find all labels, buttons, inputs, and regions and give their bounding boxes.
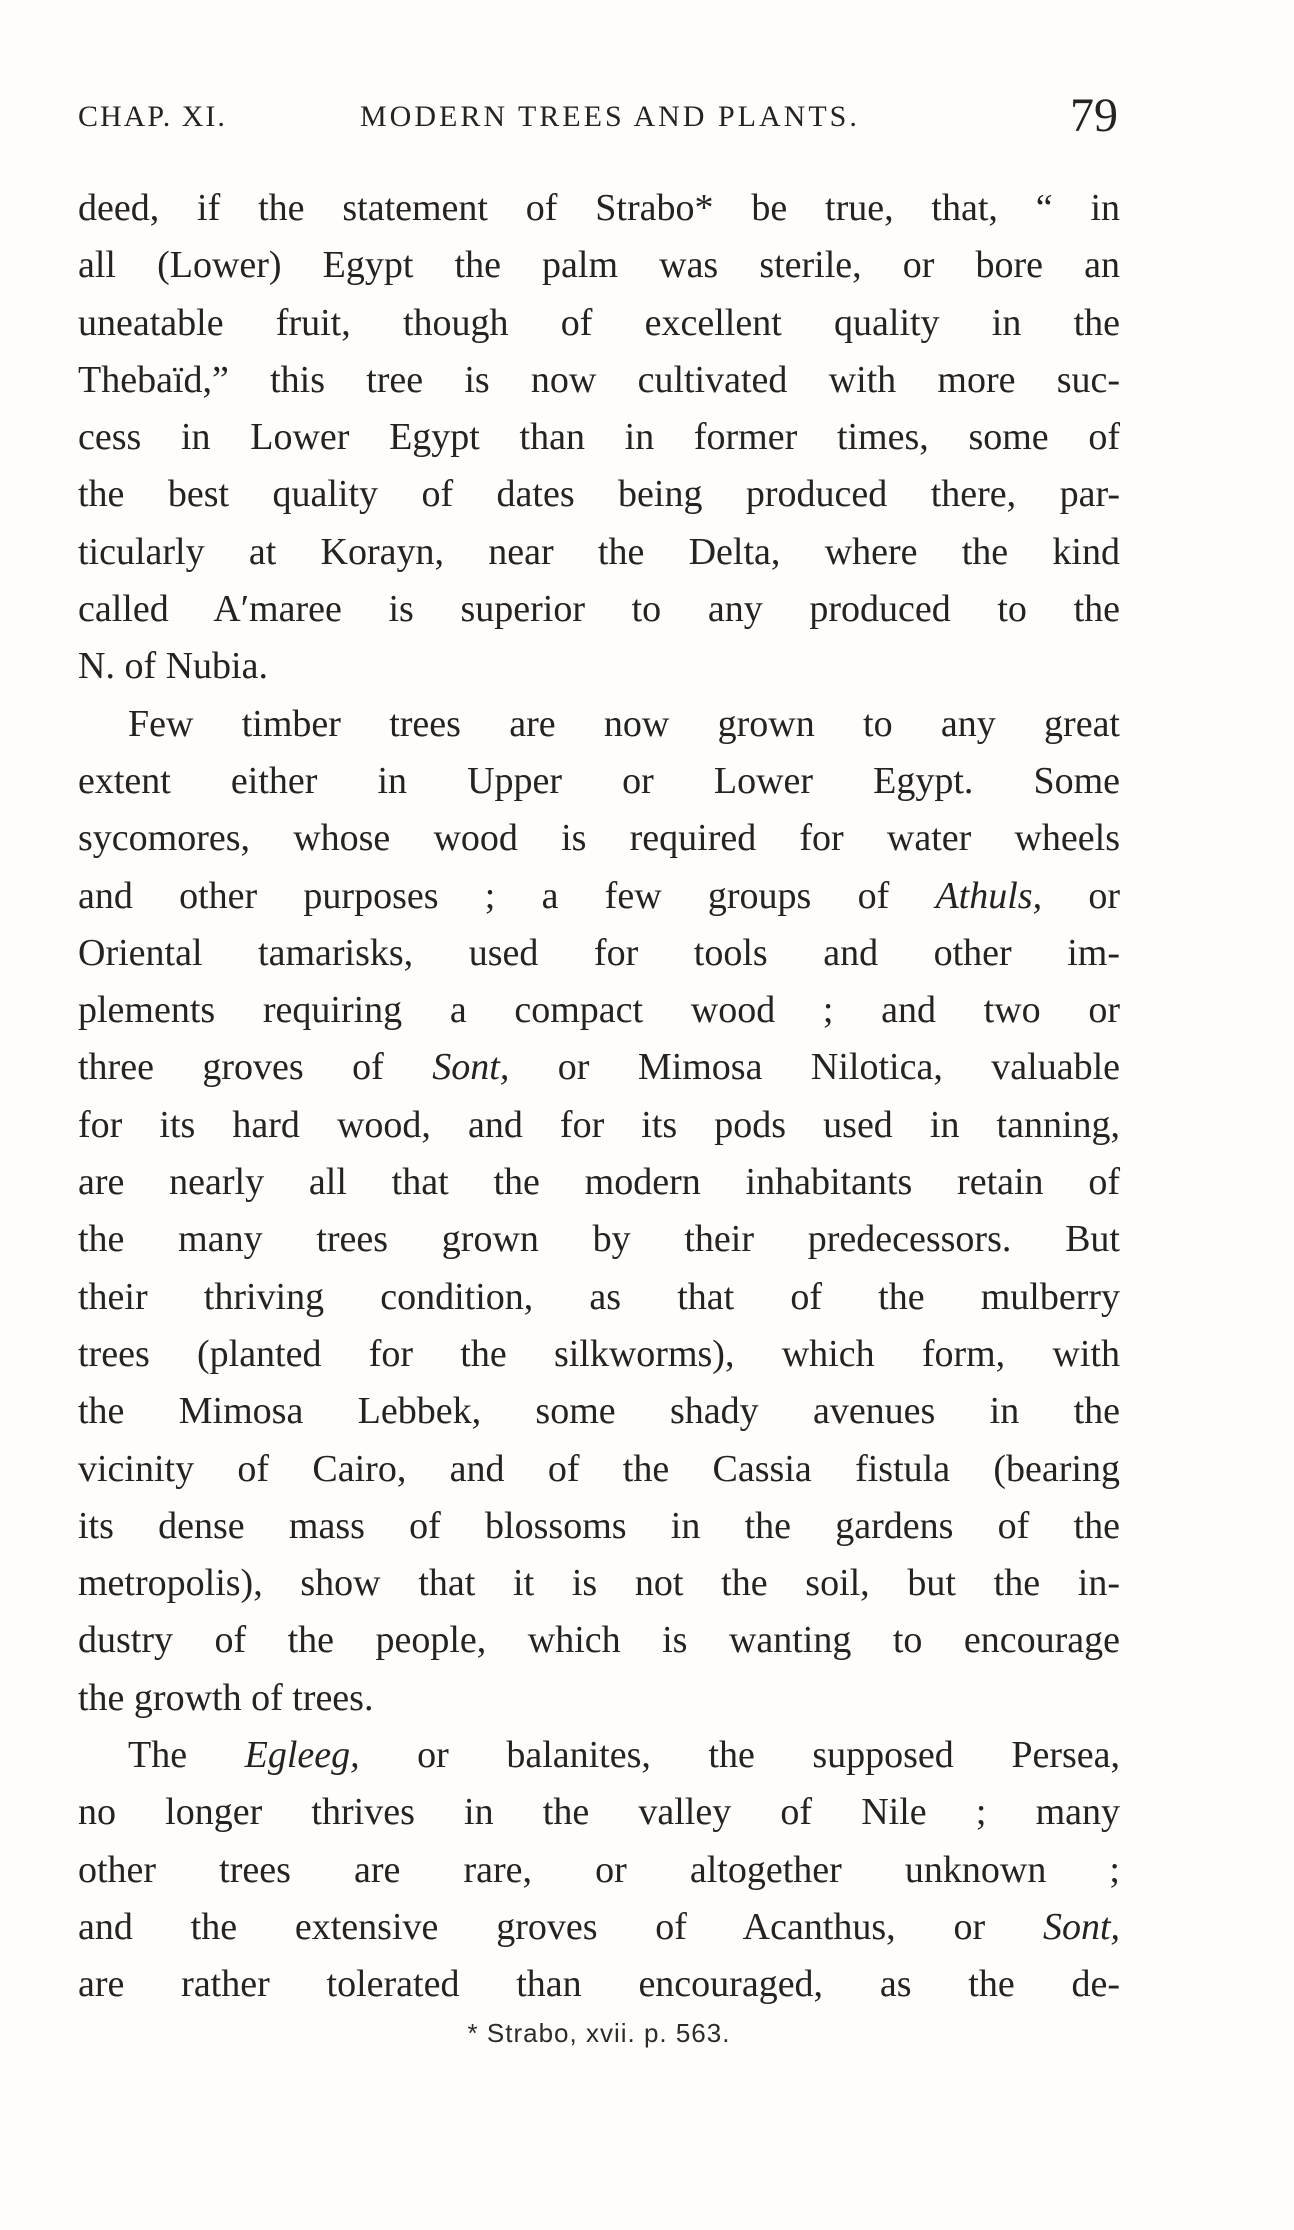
text-line	[78, 868, 1120, 925]
text-line	[78, 696, 1120, 753]
text-run: deed, if the statement of Strabo* be true, that, “ in	[78, 187, 1120, 229]
text-line	[78, 1441, 1120, 1498]
text-line	[78, 1956, 1120, 2013]
text-run: sycomores, whose wood is required for water wheels	[78, 817, 1120, 860]
text-line	[78, 1784, 1120, 1841]
text-line	[78, 810, 1120, 867]
italic-term: Athuls,	[935, 874, 1043, 917]
italic-term: Sont,	[1042, 1905, 1120, 1948]
text-line	[78, 1612, 1120, 1669]
text-line	[78, 352, 1120, 409]
text-line	[78, 1842, 1120, 1899]
text-line	[78, 1211, 1120, 1268]
running-head	[78, 88, 1118, 144]
text-line	[78, 1097, 1120, 1154]
text-run: cess in Lower Egypt than in former times, some of	[78, 416, 1120, 459]
text-line	[78, 180, 1120, 237]
text-line	[78, 409, 1120, 466]
text-run: extent either in Upper or Lower Egypt. Some	[78, 759, 1120, 802]
text-run: or balanites, the supposed Persea,	[359, 1734, 1120, 1777]
text-line	[78, 753, 1120, 810]
text-run: other trees are rare, or altogether unknown ;	[78, 1848, 1120, 1891]
text-line	[78, 1670, 1120, 1727]
text-run: vicinity of Cairo, and of the Cassia fistula (bearing	[78, 1447, 1120, 1490]
text-run: dustry of the people, which is wanting to encourage	[78, 1619, 1120, 1662]
text-run: are rather tolerated than encouraged, as the de-	[78, 1963, 1120, 2006]
text-run: for its hard wood, and for its pods used in tanning,	[78, 1103, 1120, 1146]
text-line	[78, 581, 1120, 638]
text-line	[78, 925, 1120, 982]
text-line	[78, 1326, 1120, 1383]
text-line	[78, 1154, 1120, 1211]
text-run: and the extensive groves of Acanthus, or	[78, 1905, 1043, 1948]
page-number: 79	[1070, 89, 1118, 142]
body-text	[78, 180, 1120, 2014]
italic-term: Sont,	[432, 1046, 510, 1089]
text-run: Oriental tamarisks, used for tools and other im-	[78, 931, 1120, 974]
text-line	[78, 524, 1120, 581]
text-line	[78, 1727, 1120, 1784]
text-run: or	[1042, 874, 1120, 917]
text-run: no longer thrives in the valley of Nile ; many	[78, 1791, 1120, 1834]
italic-term: Egleeg,	[244, 1734, 360, 1777]
text-line	[78, 237, 1120, 294]
text-run: the growth of trees.	[78, 1676, 374, 1719]
text-run: the many trees grown by their predecessors. But	[78, 1218, 1120, 1261]
text-line	[78, 466, 1120, 523]
text-line	[78, 1269, 1120, 1326]
text-run: called A′maree is superior to any produced to the	[78, 588, 1120, 631]
text-run: Few timber trees are now grown to any great	[128, 702, 1120, 745]
footnote: * Strabo, xvii. p. 563.	[467, 2018, 731, 2048]
running-title: MODERN TREES AND PLANTS.	[360, 100, 860, 133]
text-run: and other purposes ; a few groups of	[78, 874, 936, 917]
text-run: its dense mass of blossoms in the gardens of the	[78, 1504, 1120, 1547]
text-run: ticularly at Korayn, near the Delta, where the kind	[78, 530, 1120, 573]
chapter-label: CHAP. XI.	[78, 100, 227, 133]
text-line	[78, 1555, 1120, 1612]
text-line	[78, 638, 1120, 695]
text-run: trees (planted for the silkworms), which form, with	[78, 1332, 1120, 1375]
text-line	[78, 1039, 1120, 1096]
text-run: the Mimosa Lebbek, some shady avenues in the	[78, 1390, 1120, 1433]
text-run: uneatable fruit, though of excellent quality in the	[78, 301, 1120, 344]
text-run: The	[128, 1734, 245, 1777]
text-run: are nearly all that the modern inhabitants retain of	[78, 1161, 1120, 1204]
text-line	[78, 1383, 1120, 1440]
text-run: all (Lower) Egypt the palm was sterile, or bore an	[78, 244, 1120, 287]
text-run: three groves of	[78, 1046, 433, 1089]
text-run: N. of Nubia.	[78, 645, 268, 688]
text-line	[78, 295, 1120, 352]
text-run: Thebaïd,” this tree is now cultivated with more suc-	[78, 358, 1120, 401]
text-run: their thriving condition, as that of the mulberry	[78, 1275, 1120, 1318]
text-run: the best quality of dates being produced there, par-	[78, 473, 1120, 516]
text-line	[78, 1498, 1120, 1555]
text-run: or Mimosa Nilotica, valuable	[509, 1046, 1120, 1089]
text-line	[78, 982, 1120, 1039]
text-run: metropolis), show that it is not the soil, but the in-	[78, 1562, 1120, 1605]
text-run: plements requiring a compact wood ; and two or	[78, 989, 1120, 1032]
text-line	[78, 1899, 1120, 1956]
